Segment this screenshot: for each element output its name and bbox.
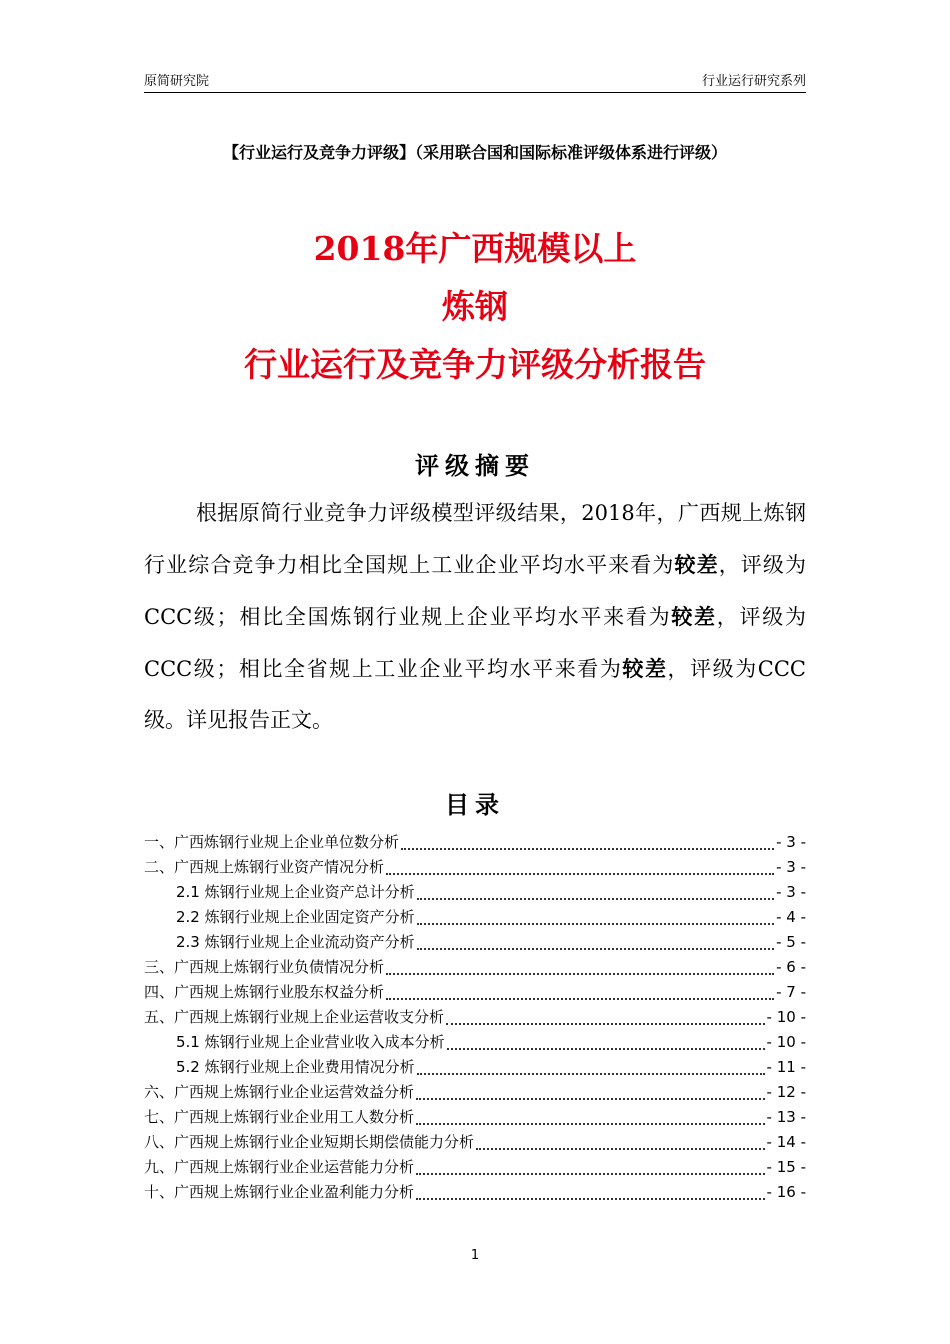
toc-entry-label: 五、广西规上炼钢行业规上企业运营收支分析 (144, 1008, 445, 1026)
toc-entry[interactable] (144, 1130, 806, 1155)
toc-leader-dots (417, 948, 774, 950)
rating-level: CCC级 (144, 605, 217, 629)
summary-text: ，评级为 (718, 553, 807, 577)
toc-entry[interactable] (144, 980, 806, 1005)
toc-entry-label: 三、广西规上炼钢行业负债情况分析 (144, 958, 385, 976)
toc-entry-label: 2.2 炼钢行业规上企业固定资产分析 (176, 908, 415, 926)
toc-entry-label: 九、广西规上炼钢行业企业运营能力分析 (144, 1158, 415, 1176)
toc-leader-dots (416, 1098, 765, 1100)
toc-leader-dots (386, 973, 774, 975)
table-of-contents (144, 830, 806, 1205)
toc-entry-page: - 6 - (776, 958, 806, 976)
toc-leader-dots (386, 873, 774, 875)
toc-entry-page: - 11 - (766, 1058, 806, 1076)
toc-entry-label: 2.1 炼钢行业规上企业资产总计分析 (176, 883, 415, 901)
summary-text: ；相比全国炼钢行业规上企业平均水平来看为 (216, 605, 672, 629)
toc-entry-page: - 12 - (766, 1083, 806, 1101)
header-series: 行业运行研究系列 (701, 74, 806, 89)
rating-grade: 较差 (622, 656, 668, 681)
rating-level: CCC级 (144, 657, 217, 681)
toc-leader-dots (416, 1123, 765, 1125)
title-line-3: 行业运行及竞争力评级分析报告 (244, 345, 706, 384)
toc-heading: 目录 (445, 791, 505, 819)
toc-entry[interactable] (144, 1155, 806, 1180)
toc-leader-dots (417, 898, 774, 900)
toc-entry-label: 十、广西规上炼钢行业企业盈利能力分析 (144, 1183, 415, 1201)
toc-entry-label: 2.3 炼钢行业规上企业流动资产分析 (176, 933, 415, 951)
toc-entry-label: 一、广西炼钢行业规上企业单位数分析 (144, 833, 400, 851)
toc-subentry[interactable] (144, 1030, 806, 1055)
toc-entry-label: 六、广西规上炼钢行业企业运营效益分析 (144, 1083, 415, 1101)
toc-entry[interactable] (144, 1180, 806, 1205)
title-line-1: 2018年广西规模以上 (313, 229, 637, 268)
toc-entry[interactable] (144, 830, 806, 855)
toc-entry[interactable] (144, 1080, 806, 1105)
summary-heading: 评级摘要 (415, 452, 535, 480)
summary-text: ；相比全省规上工业企业平均水平来看为 (216, 657, 623, 681)
toc-leader-dots (416, 1173, 765, 1175)
summary-paragraph (144, 488, 806, 746)
toc-entry-page: - 3 - (776, 883, 806, 901)
summary-text: 根据原简行业竞争力评级模型评级结果，2018年，广西规上炼钢行业综合竞争力相比全国规上工业企业平均水平来看为 (144, 501, 806, 577)
toc-subentry[interactable] (144, 905, 806, 930)
toc-entry-page: - 3 - (776, 833, 806, 851)
summary-text: ，评级为 (716, 605, 806, 629)
toc-entry-page: - 13 - (766, 1108, 806, 1126)
toc-entry-label: 七、广西规上炼钢行业企业用工人数分析 (144, 1108, 415, 1126)
toc-entry-page: - 14 - (766, 1133, 806, 1151)
report-title (144, 220, 806, 394)
toc-entry-page: - 16 - (766, 1183, 806, 1201)
toc-entry-label: 四、广西规上炼钢行业股东权益分析 (144, 983, 385, 1001)
toc-entry-page: - 7 - (776, 983, 806, 1001)
toc-entry-label: 5.2 炼钢行业规上企业费用情况分析 (176, 1058, 415, 1076)
toc-entry[interactable] (144, 855, 806, 880)
rating-grade: 较差 (674, 552, 719, 577)
toc-entry-label: 5.1 炼钢行业规上企业营业收入成本分析 (176, 1033, 445, 1051)
toc-subentry[interactable] (144, 1055, 806, 1080)
rating-level: CCC级 (144, 657, 807, 732)
toc-leader-dots (417, 1073, 765, 1075)
summary-text: 。详见报告正文。 (165, 708, 333, 732)
title-line-2: 炼钢 (442, 287, 508, 326)
toc-leader-dots (386, 998, 774, 1000)
toc-entry-page: - 10 - (766, 1033, 806, 1051)
toc-entry-label: 二、广西规上炼钢行业资产情况分析 (144, 858, 385, 876)
toc-entry[interactable] (144, 1005, 806, 1030)
toc-leader-dots (476, 1148, 765, 1150)
toc-subentry[interactable] (144, 930, 806, 955)
page-number: 1 (470, 1248, 480, 1263)
toc-entry[interactable] (144, 1105, 806, 1130)
toc-leader-dots (447, 1048, 765, 1050)
rating-tagline: 【行业运行及竞争力评级】（采用联合国和国际标准评级体系进行评级） (222, 143, 727, 162)
toc-entry-page: - 4 - (776, 908, 806, 926)
toc-entry-label: 八、广西规上炼钢行业企业短期长期偿债能力分析 (144, 1133, 475, 1151)
toc-entry-page: - 10 - (766, 1008, 806, 1026)
summary-text: ，评级为 (667, 657, 758, 681)
toc-entry-page: - 5 - (776, 933, 806, 951)
header-org: 原简研究院 (144, 74, 210, 89)
toc-entry[interactable] (144, 955, 806, 980)
rating-grade: 较差 (671, 604, 717, 629)
toc-subentry[interactable] (144, 880, 806, 905)
toc-leader-dots (446, 1023, 765, 1025)
toc-entry-page: - 15 - (766, 1158, 806, 1176)
toc-leader-dots (416, 1198, 765, 1200)
toc-entry-page: - 3 - (776, 858, 806, 876)
toc-leader-dots (417, 923, 774, 925)
toc-leader-dots (401, 848, 774, 850)
page-header (144, 68, 806, 93)
